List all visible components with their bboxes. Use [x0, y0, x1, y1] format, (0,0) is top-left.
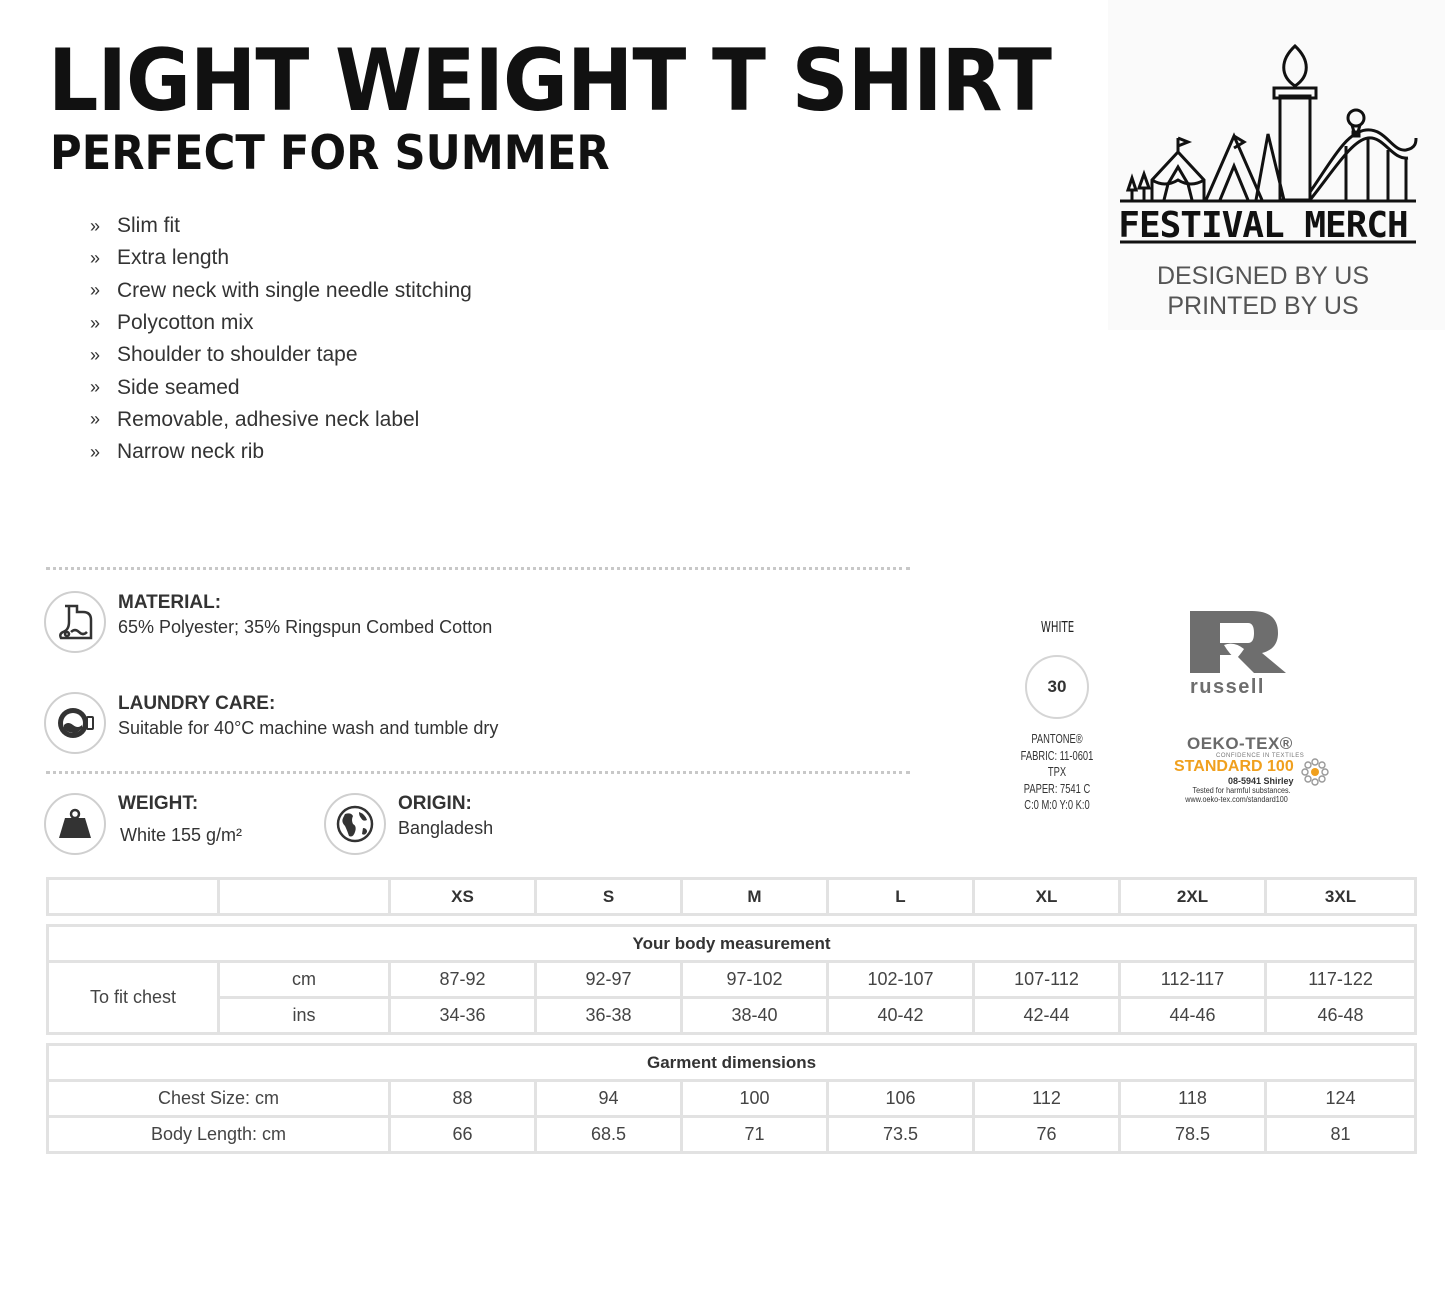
weight-text: White 155 g/m²: [120, 825, 243, 845]
unit-label: cm: [219, 962, 390, 998]
table-cell: [48, 879, 219, 915]
table-cell: 118: [1120, 1081, 1266, 1117]
table-cell: 73.5: [828, 1117, 974, 1153]
origin-text: Bangladesh: [398, 818, 494, 838]
colour-swatch: 30: [1025, 655, 1089, 719]
table-cell: 97-102: [682, 962, 828, 998]
russell-wordmark: russell: [1190, 676, 1265, 698]
unit-label: ins: [219, 998, 390, 1034]
size-header-table: [46, 877, 1417, 916]
weight-heading: WEIGHT:: [118, 793, 199, 814]
washing-machine-icon: [44, 692, 106, 754]
table-cell: 44-46: [1120, 998, 1266, 1034]
list-item: » Crew neck with single needle stitching: [90, 278, 472, 302]
table-cell: 106: [828, 1081, 974, 1117]
table-cell: 38-40: [682, 998, 828, 1034]
feature-list: [90, 210, 472, 468]
row-label: Body Length: cm: [48, 1117, 390, 1153]
row-label: To fit chest: [48, 962, 219, 1034]
divider: [46, 771, 910, 774]
table-cell: 107-112: [974, 962, 1120, 998]
list-item: » Shoulder to shoulder tape: [90, 343, 358, 367]
table-cell: 112: [974, 1081, 1120, 1117]
table-cell: 87-92: [390, 962, 536, 998]
table-row: [48, 1117, 1416, 1153]
laundry-heading: LAUNDRY CARE:: [118, 693, 276, 714]
table-cell: 124: [1266, 1081, 1416, 1117]
table-row: [48, 1045, 1416, 1081]
globe-icon: [324, 793, 386, 855]
russell-logo-icon: [1190, 611, 1286, 673]
list-item: » Extra length: [90, 246, 230, 270]
size-3xl: 3XL: [1266, 879, 1416, 915]
fabric-icon: [44, 591, 106, 653]
list-item: » Removable, adhesive neck label: [90, 407, 420, 431]
table-cell: 94: [536, 1081, 682, 1117]
table-cell: 34-36: [390, 998, 536, 1034]
product-subtitle: PERFECT FOR SUMMER: [50, 126, 610, 181]
tagline-designed: DESIGNED BY US: [1156, 262, 1370, 290]
section-title: Garment dimensions: [48, 1045, 1416, 1081]
oeko-tex-flower-icon: [1300, 757, 1330, 787]
table-cell: 71: [682, 1117, 828, 1153]
table-cell: [219, 879, 390, 915]
material-heading: MATERIAL:: [118, 592, 222, 613]
list-item: » Side seamed: [90, 375, 240, 399]
festival-merch-logo: [1108, 0, 1445, 330]
table-cell: 68.5: [536, 1117, 682, 1153]
oeko-tex-badge: OEKO-TEX® CONFIDENCE IN TEXTILES STANDARD 100 08-5941 Shirley Tested for harmful substances. www.oeko-tex.com/standard100: [1174, 734, 1305, 804]
laundry-text: Suitable for 40°C machine wash and tumble dry: [118, 718, 499, 738]
brand-name: FESTIVAL MERCH: [1118, 205, 1408, 246]
table-row: [48, 962, 1416, 998]
origin-heading: ORIGIN:: [398, 793, 472, 814]
size-s: S: [536, 879, 682, 915]
table-row: [48, 998, 1416, 1034]
table-cell: 66: [390, 1117, 536, 1153]
tagline-printed: PRINTED BY US: [1167, 292, 1359, 320]
material-text: 65% Polyester; 35% Ringspun Combed Cotton: [118, 617, 493, 637]
table-row: [48, 879, 1416, 915]
size-l: L: [828, 879, 974, 915]
list-item: » Polycotton mix: [90, 311, 254, 335]
table-cell: 117-122: [1266, 962, 1416, 998]
table-row: [48, 1081, 1416, 1117]
table-cell: 102-107: [828, 962, 974, 998]
product-title: LIGHT WEIGHT T SHIRT: [48, 31, 1052, 131]
row-label: Chest Size: cm: [48, 1081, 390, 1117]
divider: [46, 567, 910, 570]
section-title: Your body measurement: [48, 926, 1416, 962]
pantone-info: PANTONE® FABRIC: 11-0601 TPX PAPER: 7541 C C:0 M:0 Y:0 K:0: [1020, 731, 1094, 812]
table-cell: 40-42: [828, 998, 974, 1034]
table-cell: 46-48: [1266, 998, 1416, 1034]
size-m: M: [682, 879, 828, 915]
body-measurement-table: [46, 924, 1417, 1035]
weight-icon: [44, 793, 106, 855]
table-cell: 100: [682, 1081, 828, 1117]
table-cell: 78.5: [1120, 1117, 1266, 1153]
table-cell: 81: [1266, 1117, 1416, 1153]
garment-dimensions-table: [46, 1043, 1417, 1154]
size-xs: XS: [390, 879, 536, 915]
table-cell: 76: [974, 1117, 1120, 1153]
colour-name: WHITE: [1040, 618, 1075, 636]
table-cell: 42-44: [974, 998, 1120, 1034]
list-item: » Slim fit: [90, 214, 180, 238]
size-xl: XL: [974, 879, 1120, 915]
table-cell: 92-97: [536, 962, 682, 998]
table-cell: 112-117: [1120, 962, 1266, 998]
table-cell: 88: [390, 1081, 536, 1117]
table-row: [48, 926, 1416, 962]
size-2xl: 2XL: [1120, 879, 1266, 915]
table-cell: 36-38: [536, 998, 682, 1034]
list-item: » Narrow neck rib: [90, 440, 265, 464]
